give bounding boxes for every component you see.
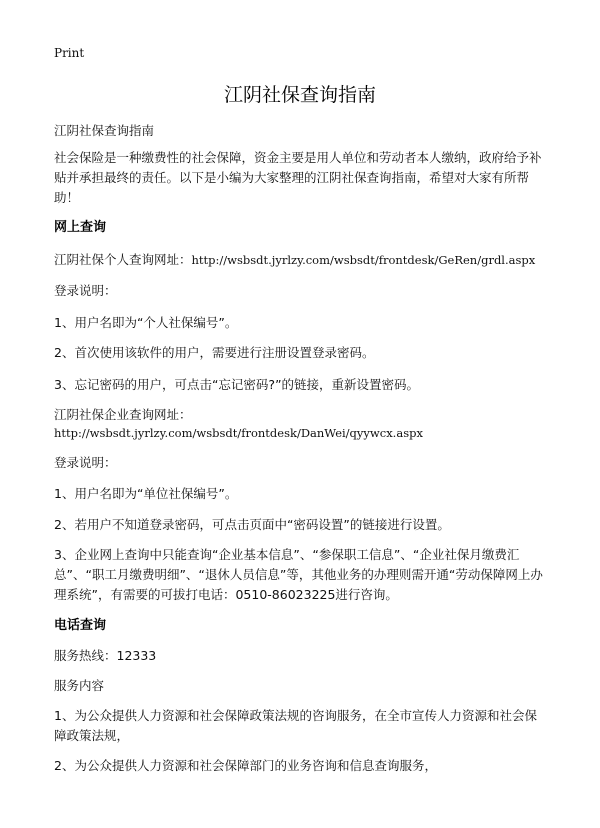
company-step: 3、企业网上查询中只能查询“企业基本信息”、“参保职工信息”、“企业社保月缴费汇总”、“职工月缴费明细”、“退休人员信息”等，其他业务的办理则需开通“劳动保障网上办理系统”，有需要的可拔打电话：0510-86023225进行咨询。: [54, 547, 543, 602]
service-label: 服务内容: [54, 678, 105, 693]
print-link[interactable]: Print: [54, 46, 85, 60]
service-item: 2、为公众提供人力资源和社会保障部门的业务咨询和信息查询服务，: [54, 758, 437, 773]
login-note-personal: 登录说明：: [54, 283, 117, 298]
personal-url-link[interactable]: http://wsbsdt.jyrlzy.com/wsbsdt/frontdesk/GeRen/grdl.aspx: [191, 253, 536, 267]
company-step: 1、用户名即为“单位社保编号”。: [54, 486, 238, 501]
section-heading-phone: 电话查询: [54, 618, 107, 633]
personal-step: 1、用户名即为“个人社保编号”。: [54, 315, 238, 330]
service-item: 1、为公众提供人力资源和社会保障政策法规的咨询服务，在全市宣传人力资源和社会保障政策法规，: [54, 708, 537, 743]
personal-step: 3、忘记密码的用户，可点击“忘记密码?”的链接，重新设置密码。: [54, 377, 420, 392]
company-step: 2、若用户不知道登录密码，可点击页面中“密码设置”的链接进行设置。: [54, 517, 450, 532]
subtitle: 江阴社保查询指南: [54, 123, 155, 138]
hotline: 服务热线：12333: [54, 648, 157, 663]
company-url-link[interactable]: http://wsbsdt.jyrlzy.com/wsbsdt/frontdesk/DanWei/qyywcx.aspx: [54, 426, 423, 440]
company-url-label: 江阴社保企业查询网址：: [54, 407, 192, 422]
login-note-company: 登录说明：: [54, 455, 117, 470]
personal-step: 2、首次使用该软件的用户，需要进行注册设置登录密码。: [54, 345, 375, 360]
personal-url-label: 江阴社保个人查询网址：: [54, 252, 192, 267]
page-title: 江阴社保查询指南: [223, 84, 376, 106]
personal-url-line: [54, 250, 554, 270]
intro-paragraph: 社会保险是一种缴费性的社会保障，资金主要是用人单位和劳动者本人缴纳，政府给予补贴并承担最终的责任。以下是小编为大家整理的江阴社保查询指南，希望对大家有所帮助！: [54, 150, 542, 205]
section-heading-online: 网上查询: [54, 220, 107, 235]
